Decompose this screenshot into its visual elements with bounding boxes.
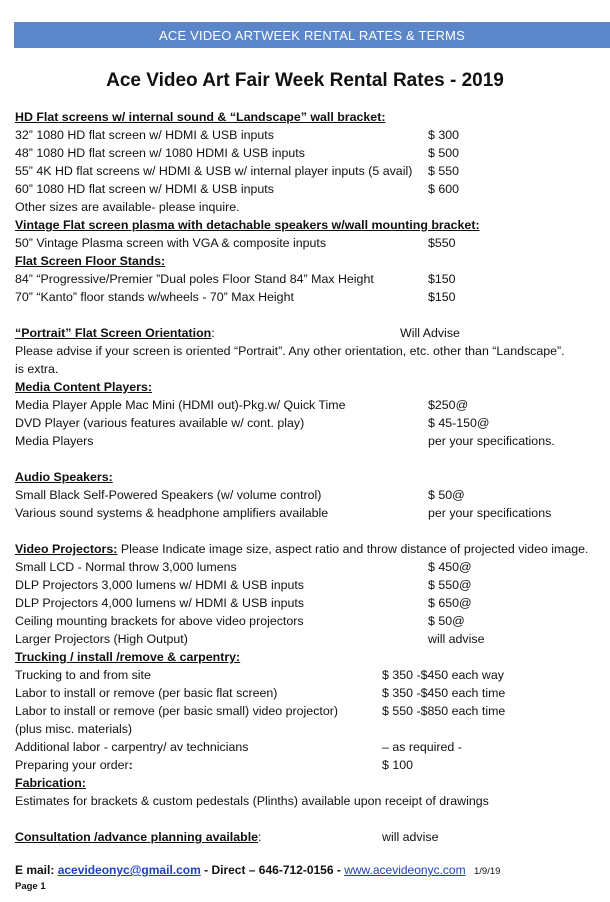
list-item [15, 270, 605, 288]
section-title: “Portrait” Flat Screen Orientation [15, 326, 212, 340]
spacer [15, 450, 605, 468]
item-label: 32” 1080 HD flat screen w/ HDMI & USB inputs [15, 128, 274, 142]
footer-contact [15, 863, 466, 877]
item-label: Estimates for brackets & custom pedestals (Plinths) available upon receipt of drawings [15, 794, 489, 808]
item-price: – as required - [382, 740, 462, 754]
list-item [15, 594, 605, 612]
section-title: Vintage Flat screen plasma with detachable speakers w/wall mounting bracket: [15, 218, 480, 232]
item-price: $150 [428, 272, 456, 286]
item-label: Labor to install or remove (per basic small) video projector) [15, 704, 338, 718]
spacer [15, 810, 605, 828]
item-price: $550 [428, 236, 456, 250]
section-heading [15, 252, 605, 270]
section-note: Please Indicate image size, aspect ratio and throw distance of projected video image. [117, 542, 589, 556]
document-date: 1/9/19 [474, 866, 501, 877]
section-title: Video Projectors: [15, 542, 118, 556]
item-price: $ 350 -$450 each way [382, 668, 504, 682]
section-heading [15, 756, 605, 774]
item-label: Labor to install or remove (per basic flat screen) [15, 686, 278, 700]
section-heading [15, 774, 605, 792]
section-heading [15, 468, 605, 486]
colon: : [128, 758, 133, 772]
item-label: Media Player Apple Mac Mini (HDMI out)-Pkg.w/ Quick Time [15, 398, 346, 412]
section-heading [15, 828, 605, 846]
list-item [15, 630, 605, 648]
item-price: per your specifications. [428, 434, 555, 448]
item-price: $ 650@ [428, 596, 472, 610]
item-price: will advise [428, 632, 485, 646]
item-label: Ceiling mounting brackets for above video projectors [15, 614, 304, 628]
section-title: Consultation /advance planning available [15, 830, 259, 844]
item-label: DVD Player (various features available w/ cont. play) [15, 416, 305, 430]
section-title: Audio Speakers: [15, 470, 113, 484]
list-item [15, 162, 605, 180]
item-label: is extra. [15, 362, 59, 376]
item-label: 50” Vintage Plasma screen with VGA & composite inputs [15, 236, 327, 250]
item-price: $150 [428, 290, 456, 304]
item-price: $250@ [428, 398, 469, 412]
item-label: 48” 1080 HD flat screen w/ 1080 HDMI & USB inputs [15, 146, 305, 160]
direct-phone: - Direct – 646-712-0156 - [200, 863, 345, 877]
section-title: Fabrication: [15, 776, 86, 790]
section-heading [15, 540, 605, 558]
list-item [15, 360, 605, 378]
item-label: Trucking to and from site [15, 668, 151, 682]
page-title: Ace Video Art Fair Week Rental Rates - 2019 [106, 70, 504, 91]
item-label: DLP Projectors 3,000 lumens w/ HDMI & USB inputs [15, 578, 305, 592]
item-label: Media Players [15, 434, 94, 448]
item-label: Larger Projectors (High Output) [15, 632, 188, 646]
item-label: Please advise if your screen is oriented “Portrait”. Any other orientation, etc. other than “Landscape”. [15, 344, 565, 358]
section-heading [15, 648, 605, 666]
item-price: $ 50@ [428, 614, 465, 628]
colon: : [211, 326, 215, 340]
item-price: $ 550 -$850 each time [382, 704, 506, 718]
list-item [15, 288, 605, 306]
item-label: (plus misc. materials) [15, 722, 133, 736]
item-price: $ 45-150@ [428, 416, 490, 430]
list-item [15, 720, 605, 738]
section-heading [15, 324, 605, 342]
list-item [15, 504, 605, 522]
header-banner [14, 22, 610, 48]
item-label: DLP Projectors 4,000 lumens w/ HDMI & USB inputs [15, 596, 305, 610]
list-item [15, 342, 605, 360]
item-price: $ 550 [428, 164, 460, 178]
list-item [15, 396, 605, 414]
list-item [15, 558, 605, 576]
item-label: Small Black Self-Powered Speakers (w/ volume control) [15, 488, 322, 502]
item-price: $ 550@ [428, 578, 472, 592]
list-item [15, 432, 605, 450]
list-item [15, 486, 605, 504]
item-price: per your specifications [428, 506, 552, 520]
section-title: Media Content Players: [15, 380, 153, 394]
list-item [15, 702, 605, 720]
item-price: Will Advise [400, 326, 460, 340]
item-label: 70” “Kanto” floor stands w/wheels - 70” Max Height [15, 290, 294, 304]
section-title: Flat Screen Floor Stands: [15, 254, 166, 268]
list-item [15, 792, 605, 810]
item-price: $ 500 [428, 146, 460, 160]
list-item [15, 198, 605, 216]
list-item [15, 738, 605, 756]
section-heading [15, 216, 605, 234]
item-label: 55” 4K HD flat screens w/ HDMI & USB w/ internal player inputs (5 avail) [15, 164, 413, 178]
section-title: HD Flat screens w/ internal sound & “Landscape” wall bracket: [15, 110, 386, 124]
spacer [15, 306, 605, 324]
item-price: $ 100 [382, 758, 414, 772]
item-price: $ 50@ [428, 488, 465, 502]
item-label: Small LCD - Normal throw 3,000 lumens [15, 560, 237, 574]
list-item [15, 234, 605, 252]
list-item [15, 666, 605, 684]
list-item [15, 126, 605, 144]
email-link[interactable]: acevideonyc@gmail.com [57, 863, 201, 877]
item-label: Preparing your order [15, 758, 129, 772]
item-label: Other sizes are available- please inquire. [15, 200, 240, 214]
email-label: E mail: [15, 863, 58, 877]
list-item [15, 612, 605, 630]
list-item [15, 684, 605, 702]
website-link[interactable]: www.acevideonyc.com [344, 863, 466, 877]
section-heading [15, 108, 605, 126]
item-price: $ 600 [428, 182, 460, 196]
list-item [15, 144, 605, 162]
list-item [15, 414, 605, 432]
item-price: $ 450@ [428, 560, 472, 574]
section-heading [15, 378, 605, 396]
item-price: $ 300 [428, 128, 460, 142]
page-number: Page 1 [15, 881, 46, 892]
item-label: Various sound systems & headphone amplifiers available [15, 506, 329, 520]
spacer [15, 522, 605, 540]
rate-list [15, 108, 605, 846]
list-item [15, 180, 605, 198]
list-item [15, 576, 605, 594]
item-label: 60” 1080 HD flat screen w/ HDMI & USB inputs [15, 182, 274, 196]
item-price: will advise [382, 830, 439, 844]
item-price: $ 350 -$450 each time [382, 686, 506, 700]
colon: : [258, 830, 262, 844]
banner-text: ACE VIDEO ARTWEEK RENTAL RATES & TERMS [159, 27, 465, 43]
item-label: 84” “Progressive/Premier ”Dual poles Floor Stand 84” Max Height [15, 272, 374, 286]
section-title: Trucking / install /remove & carpentry: [15, 650, 241, 664]
item-label: Additional labor - carpentry/ av technicians [15, 740, 249, 754]
